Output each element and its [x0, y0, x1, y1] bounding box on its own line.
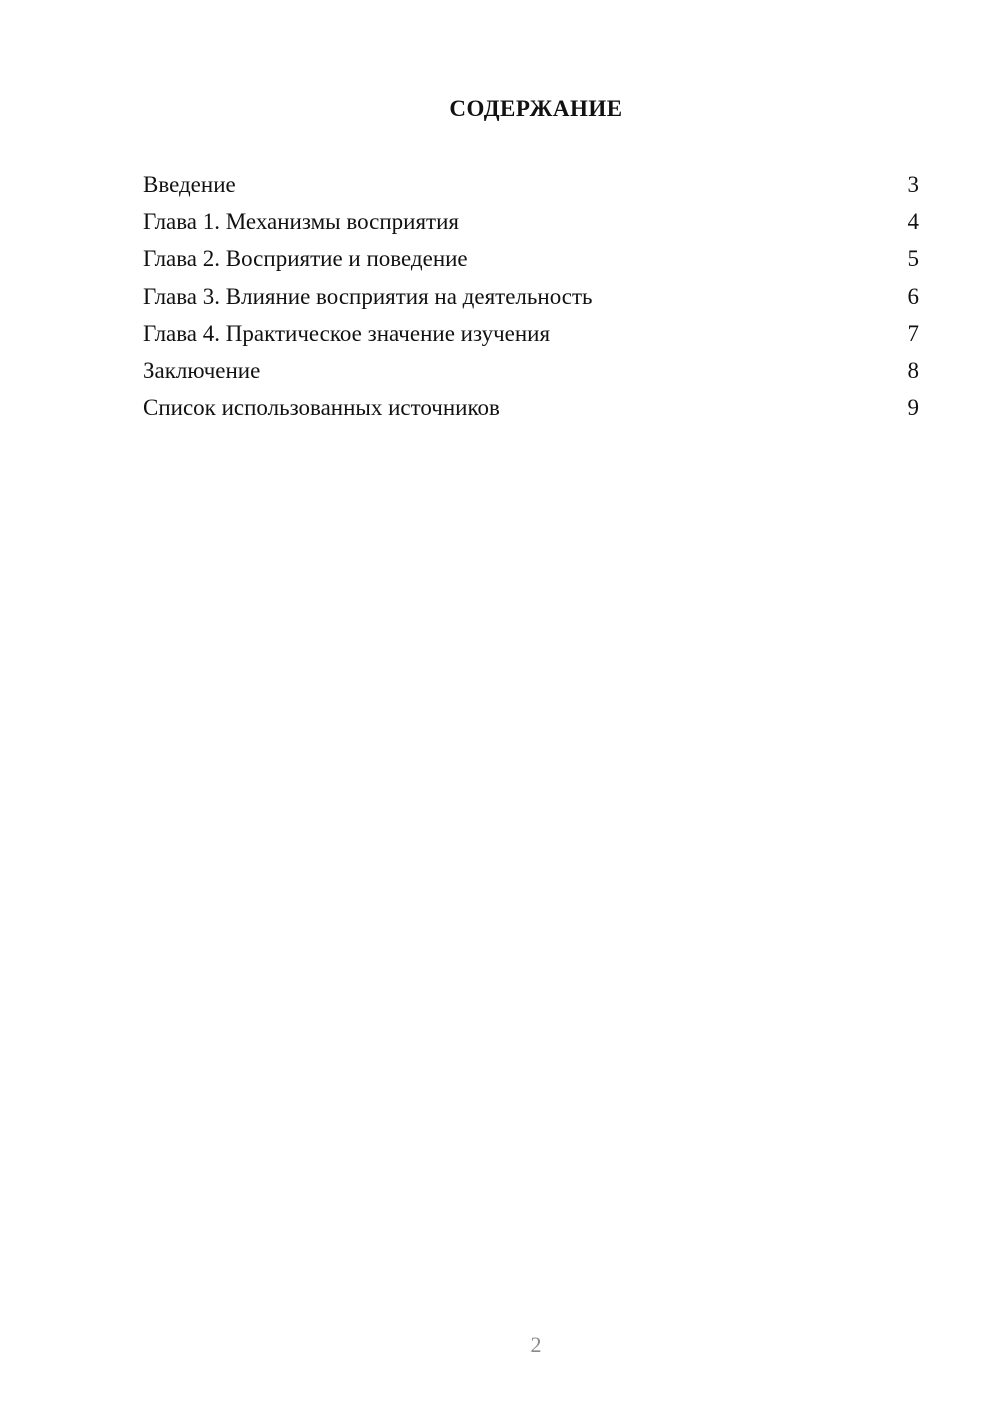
toc-entry-introduction: [143, 168, 919, 205]
toc-entry-references: [143, 391, 919, 428]
toc-entry-page: 9: [907, 395, 919, 421]
toc-entry-title: Заключение: [143, 357, 261, 383]
toc-entry-page: 6: [907, 283, 919, 309]
toc-entry-title: Список использованных источников: [143, 395, 500, 421]
toc-list: [143, 168, 919, 428]
toc-entry-page: 4: [907, 209, 919, 235]
toc-entry-title: Введение: [143, 172, 236, 197]
toc-entry-chapter-1: [143, 205, 919, 242]
toc-entry-chapter-2: [143, 242, 919, 279]
toc-entry-title: Глава 2. Восприятие и поведение: [143, 246, 468, 272]
toc-entry-page: 5: [907, 246, 919, 272]
toc-entry-page: 8: [907, 357, 919, 383]
toc-entry-conclusion: [143, 354, 919, 391]
toc-heading: СОДЕРЖАНИЕ: [449, 96, 623, 121]
toc-entry-title: Глава 4. Практическое значение изучения: [143, 320, 551, 346]
toc-entry-chapter-4: [143, 317, 919, 354]
toc-entry-title: Глава 3. Влияние восприятия на деятельность: [143, 283, 593, 309]
toc-entry-page: 7: [907, 320, 919, 346]
toc-entry-title: Глава 1. Механизмы восприятия: [143, 209, 459, 235]
footer-page-number: 2: [530, 1332, 542, 1357]
toc-entry-page: 3: [907, 172, 919, 197]
toc-entry-chapter-3: [143, 280, 919, 317]
